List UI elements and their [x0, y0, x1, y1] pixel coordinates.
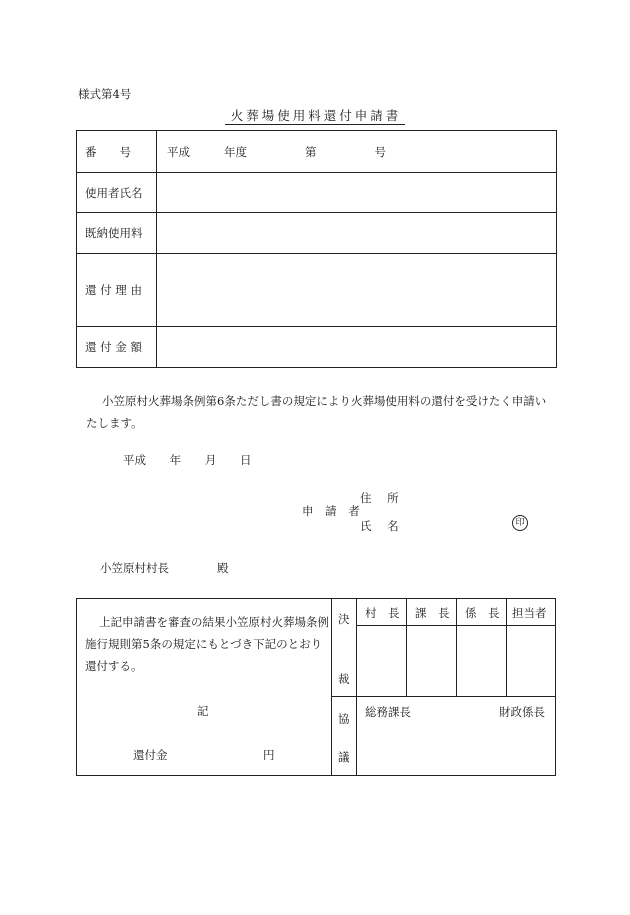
- table-row-paid-fee: [77, 213, 557, 254]
- addressee-honorific: 殿: [217, 561, 229, 575]
- form-number: 様式第4号: [78, 87, 132, 101]
- divider-line: [356, 625, 555, 626]
- refund-label: 還付金: [133, 748, 168, 762]
- amount-cell[interactable]: [157, 327, 557, 368]
- ki-label: 記: [197, 704, 209, 718]
- seal-mark: 印: [512, 515, 528, 531]
- divider-line: [456, 599, 457, 696]
- divider-line: [331, 599, 332, 775]
- kessai-label-1: 決: [338, 612, 350, 626]
- title-text: 火葬場使用料還付申請書: [225, 108, 406, 125]
- number-era: 平成: [167, 144, 190, 159]
- kessai-label-2: 裁: [338, 672, 350, 686]
- yen-label: 円: [263, 748, 275, 762]
- approver-subsection-chief: 係 長: [465, 606, 500, 620]
- number-dai: 第: [305, 144, 317, 159]
- date-era: 平成: [123, 453, 146, 467]
- table-row-amount: [77, 327, 557, 368]
- number-go: 号: [374, 144, 386, 159]
- decision-text: 上記申請書を審査の結果小笠原村火葬場条例施行規則第5条の規定にもとづき下記のとおり還付する。: [85, 615, 329, 673]
- paid-fee-cell[interactable]: [157, 213, 557, 254]
- general-affairs-chief: 総務課長: [365, 705, 411, 719]
- reason-label: 還 付 理 由: [77, 254, 157, 327]
- divider-line: [331, 696, 555, 697]
- applicant-label: 申 請 者: [302, 504, 364, 518]
- paid-fee-label: 既納使用料: [77, 213, 157, 254]
- kyogi-label-1: 協: [338, 712, 350, 726]
- approver-mayor: 村 長: [365, 606, 400, 620]
- addressee: [100, 560, 229, 576]
- reason-cell[interactable]: [157, 254, 557, 327]
- approver-staff: 担当者: [512, 606, 547, 620]
- application-table: [76, 130, 557, 368]
- table-row-user-name: [77, 173, 557, 213]
- date-day: 日: [239, 453, 252, 467]
- table-row-reason: [77, 254, 557, 327]
- divider-line: [506, 599, 507, 696]
- kyogi-label-2: 議: [338, 750, 350, 764]
- number-fiscal-year: 年度: [224, 144, 247, 159]
- user-name-label: 使用者氏名: [77, 173, 157, 213]
- amount-label: 還 付 金 額: [77, 327, 157, 368]
- request-paragraph: 小笠原村火葬場条例第6条ただし書の規定により火葬場使用料の還付を受けたく申請いたします。: [86, 394, 547, 430]
- approver-section-chief: 課 長: [415, 606, 450, 620]
- table-row-number: [77, 131, 557, 173]
- decision-box: [76, 598, 556, 776]
- addressee-name: 小笠原村村長: [100, 561, 169, 575]
- applicant-name-label: 氏 名: [360, 519, 405, 533]
- number-label: 番 号: [77, 131, 157, 173]
- date-month: 月: [204, 453, 217, 467]
- finance-chief: 財政係長: [499, 705, 545, 719]
- application-date: [123, 452, 251, 468]
- number-cell[interactable]: [157, 131, 557, 173]
- applicant-address-label: 住 所: [360, 491, 405, 505]
- document-title: [0, 106, 630, 124]
- divider-line: [406, 599, 407, 696]
- date-year: 年: [169, 453, 182, 467]
- user-name-cell[interactable]: [157, 173, 557, 213]
